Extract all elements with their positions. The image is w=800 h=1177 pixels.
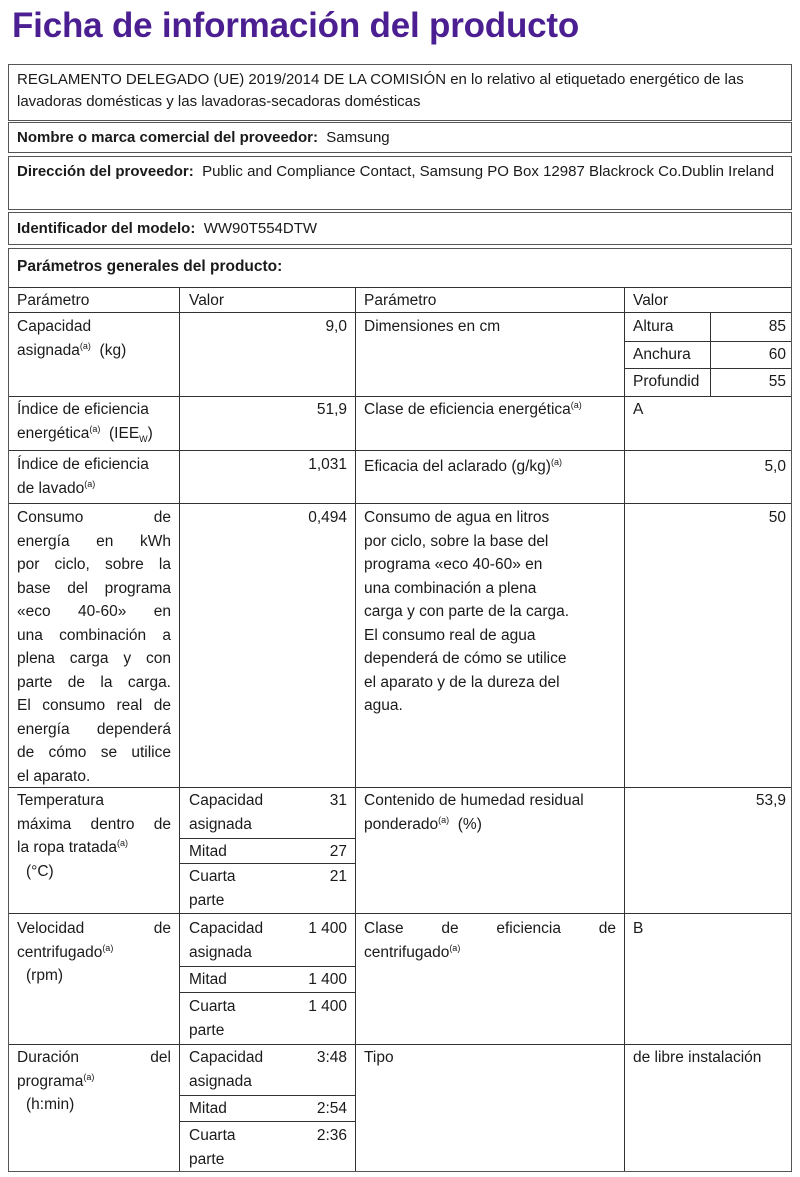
type-value: de libre instalación <box>633 1049 762 1066</box>
header-value-1: Valor <box>189 292 225 309</box>
section-title: Parámetros generales del producto: <box>17 258 283 275</box>
address-box <box>8 156 792 210</box>
spin-speed-label: Velocidad de centrifugado$^{(a)}$ (rpm) <box>17 920 171 984</box>
water-consumption-value: 50 <box>768 509 786 526</box>
supplier-label: Nombre o marca comercial del proveedor: <box>17 129 318 146</box>
temp-half-value: 27 <box>329 843 347 860</box>
supplier-value: Samsung <box>326 129 390 146</box>
rinse-value: 5,0 <box>764 458 786 475</box>
spin-half-value: 1 400 <box>308 971 347 988</box>
spin-class-value: B <box>633 920 644 937</box>
height-label: Altura <box>633 318 674 335</box>
temperature-label: Temperatura máxima dentro de la ropa tratada$^{(a)}$ (°C) <box>17 792 171 880</box>
width-label: Anchura <box>633 346 691 363</box>
supplier-box <box>8 122 792 153</box>
model-value: WW90T554DTW <box>203 220 318 237</box>
temp-quarter-label: Cuarta parte <box>189 868 236 909</box>
regulation-box <box>8 64 792 121</box>
moisture-value: 53,9 <box>755 792 786 809</box>
duration-rated-label: Capacidad asignada <box>189 1049 264 1090</box>
energy-consumption-label: Consumo de energía en kWh por ciclo, sobre la base del programa «eco 40-60» en una combinación a plena carga y con parte de la carga. El consumo real de energía dependerá de cómo se utilice el aparato. <box>17 509 171 785</box>
parameters-table <box>8 248 792 1172</box>
header-param-2: Parámetro <box>364 292 437 309</box>
spin-quarter-value: 1 400 <box>308 998 347 1015</box>
address-label: Dirección del proveedor: <box>17 163 194 180</box>
energy-class-value: A <box>633 401 644 418</box>
address-value: Public and Compliance Contact, Samsung PO Box 12987 Blackrock Co.Dublin Ireland <box>202 163 775 180</box>
depth-label: Profundid <box>633 373 700 390</box>
duration-half-value: 2:54 <box>316 1100 347 1117</box>
depth-value: 55 <box>768 373 786 390</box>
type-label: Tipo <box>364 1049 394 1066</box>
dimensions-label: Dimensiones en cm <box>364 318 501 335</box>
temp-rated-label: Capacidad asignada <box>189 792 264 833</box>
capacity-value: 9,0 <box>325 318 347 335</box>
duration-quarter-label: Cuarta parte <box>189 1127 236 1168</box>
height-value: 85 <box>768 318 786 335</box>
duration-label: Duración del programa$^{(a)}$ (h:min) <box>17 1049 171 1113</box>
moisture-label: Contenido de humedad residual ponderado$^{(a)}$ (%) <box>364 792 584 833</box>
wash-index-label: Índice de eficiencia de lavado$^{(a)}$ <box>17 456 149 497</box>
water-consumption-label: Consumo de agua en litros por ciclo, sobre la base del programa «eco 40-60» en una combinación a plena carga y con parte de la carga. El consumo real de agua dependerá de cómo se utilice el aparato y de la dureza del agua. <box>364 509 570 714</box>
spin-half-label: Mitad <box>189 971 227 988</box>
capacity-label: Capacidad asignada$^{(a)}$ (kg) <box>17 318 127 359</box>
spin-rated-value: 1 400 <box>308 920 347 937</box>
header-param-1: Parámetro <box>17 292 90 309</box>
spin-rated-label: Capacidad asignada <box>189 920 264 961</box>
energy-class-label: Clase de eficiencia energética$^{(a)}$ <box>364 399 582 418</box>
duration-half-label: Mitad <box>189 1100 227 1117</box>
duration-quarter-value: 2:36 <box>316 1127 347 1144</box>
spin-class-label: Clase de eficiencia de centrifugado$^{(a)}$ <box>364 920 616 961</box>
rinse-label: Eficacia del aclarado $(g/kg)^{(a)}$ <box>364 456 562 475</box>
width-value: 60 <box>768 346 786 363</box>
eei-label: Índice de eficiencia energética$^{(a)}$ $(IEE_W)$ <box>17 401 153 444</box>
energy-consumption-value: 0,494 <box>308 509 347 526</box>
regulation-text: REGLAMENTO DELEGADO (UE) 2019/2014 DE LA COMISIÓN en lo relativo al etiquetado energético de las lavadoras domésticas y las lavadoras-secadoras domésticas <box>17 71 744 110</box>
model-box <box>8 212 792 245</box>
header-value-2: Valor <box>633 292 669 309</box>
temp-quarter-value: 21 <box>329 868 347 885</box>
model-label: Identificador del modelo: <box>17 220 196 237</box>
temp-rated-value: 31 <box>329 792 347 809</box>
duration-rated-value: 3:48 <box>316 1049 347 1066</box>
eei-value: 51,9 <box>316 401 347 418</box>
temp-half-label: Mitad <box>189 843 227 860</box>
page-title: Ficha de información del producto <box>12 6 580 45</box>
spin-quarter-label: Cuarta parte <box>189 998 236 1039</box>
wash-index-value: 1,031 <box>308 456 347 473</box>
